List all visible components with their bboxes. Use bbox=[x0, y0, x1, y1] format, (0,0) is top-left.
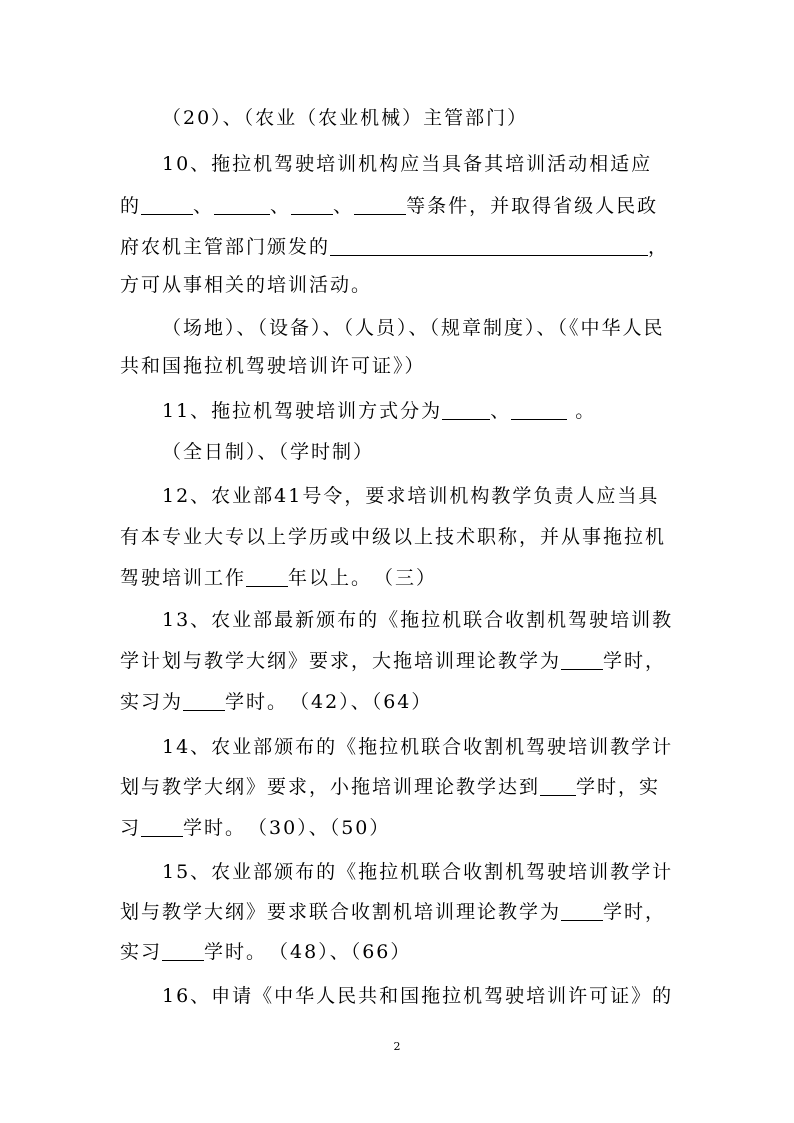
question-10-line-4: 方可从事相关的培训活动。 bbox=[120, 274, 373, 296]
blank bbox=[330, 235, 648, 256]
question-15-line-2: 划与教学大纲》要求联合收割机培训理论教学为 学时， bbox=[120, 901, 667, 923]
page-number: 2 bbox=[393, 1040, 401, 1053]
answer-line-10b: 共和国拖拉机驾驶培训许可证》） bbox=[120, 355, 426, 377]
blank bbox=[291, 194, 333, 215]
question-13-line-2: 学计划与教学大纲》要求，大拖培训理论教学为 学时， bbox=[120, 650, 667, 672]
question-12-line-1: 12、农业部41号令，要求培训机构教学负责人应当具 bbox=[162, 485, 660, 507]
question-14-line-3: 习 学时。 （30）、（50） bbox=[120, 817, 391, 839]
question-15-line-3: 实习 学时。 （48）、（66） bbox=[120, 941, 412, 963]
question-11-line-1: 11、拖拉机驾驶培训方式分为 、 。 bbox=[162, 400, 597, 422]
answer-line-10a: （场地）、（设备）、（人员）、（规章制度）、（《中华人民 bbox=[162, 317, 665, 339]
blank bbox=[214, 194, 270, 215]
question-14-line-1: 14、农业部颁布的《拖拉机联合收割机驾驶培训教学计 bbox=[162, 736, 674, 758]
blank bbox=[354, 194, 406, 215]
question-16-line-1: 16、申请《中华人民共和国拖拉机驾驶培训许可证》的 bbox=[162, 985, 674, 1007]
blank bbox=[162, 940, 204, 961]
question-13-line-1: 13、农业部最新颁布的《拖拉机联合收割机驾驶培训教 bbox=[162, 609, 674, 631]
answer-line-11: （全日制）、（学时制） bbox=[162, 441, 375, 463]
question-10-line-1: 10、拖拉机驾驶培训机构应当具备其培训活动相适应 bbox=[162, 153, 653, 175]
question-10-line-3: 府农机主管部门颁发的 ， bbox=[120, 236, 670, 258]
blank bbox=[141, 816, 183, 837]
blank bbox=[442, 399, 490, 420]
question-12-line-3: 驾驶培训工作 年以上。 （三） bbox=[120, 567, 438, 589]
blank bbox=[246, 566, 288, 587]
blank bbox=[561, 649, 603, 670]
blank bbox=[540, 775, 576, 796]
blank bbox=[561, 900, 603, 921]
question-13-line-3: 实习为 学时。 （42）、（64） bbox=[120, 691, 433, 713]
blank bbox=[183, 690, 225, 711]
question-14-line-2: 划与教学大纲》要求，小拖培训理论教学达到 学时，实 bbox=[120, 776, 661, 798]
question-15-line-1: 15、农业部颁布的《拖拉机联合收割机驾驶培训教学计 bbox=[162, 861, 674, 883]
question-12-line-2: 有本专业大专以上学历或中级以上技术职称，并从事拖拉机 bbox=[120, 526, 667, 548]
answer-line-9: （20）、（农业（农业机械）主管部门） bbox=[162, 107, 529, 129]
blank bbox=[511, 399, 567, 420]
blank bbox=[141, 194, 193, 215]
question-10-line-2: 的 、 、 、 等条件，并取得省级人民政 bbox=[120, 195, 659, 217]
